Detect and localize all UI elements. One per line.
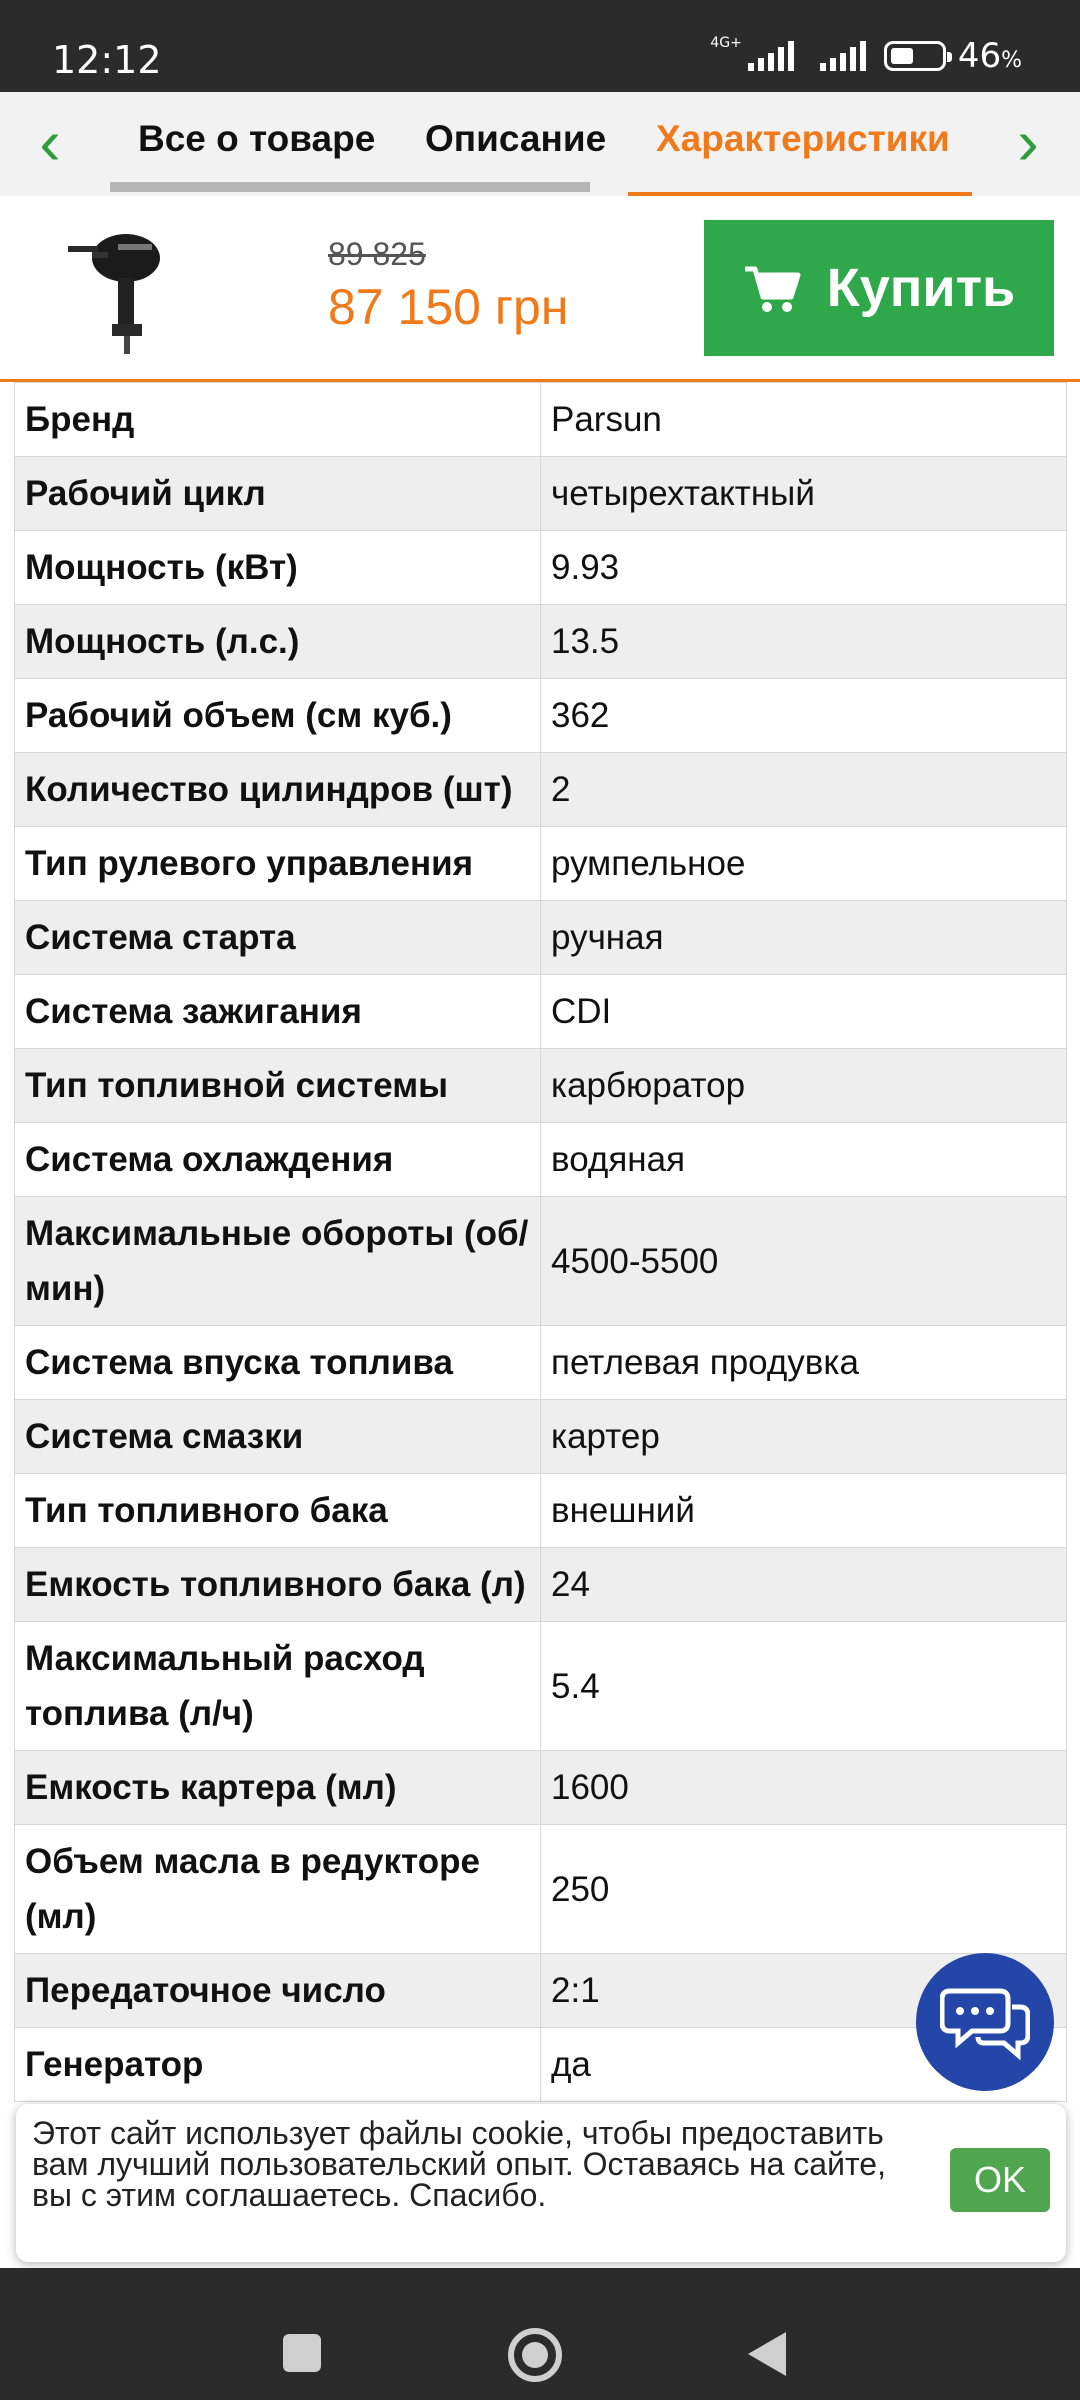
- spec-value: румпельное: [541, 827, 1067, 901]
- status-icons: [710, 36, 1022, 76]
- spec-value: 9.93: [541, 531, 1067, 605]
- spec-value: 5.4: [541, 1622, 1067, 1751]
- spec-row: [15, 457, 1067, 531]
- spec-value: 2: [541, 753, 1067, 827]
- spec-key: Бренд: [15, 383, 541, 457]
- spec-key: Мощность (л.с.): [15, 605, 541, 679]
- spec-value: карбюратор: [541, 1049, 1067, 1123]
- system-nav-bar: [0, 2268, 1080, 2400]
- spec-value: Parsun: [541, 383, 1067, 457]
- spec-key: Тип топливного бака: [15, 1474, 541, 1548]
- tab-all-about-product[interactable]: Все о товаре: [138, 118, 376, 159]
- spec-value: 1600: [541, 1751, 1067, 1825]
- spec-row: [15, 531, 1067, 605]
- spec-row: [15, 753, 1067, 827]
- battery-percent: [958, 36, 1022, 76]
- spec-value: 362: [541, 679, 1067, 753]
- current-price: 87 150 грн: [328, 279, 569, 335]
- spec-key: Система впуска топлива: [15, 1326, 541, 1400]
- spec-row: [15, 1326, 1067, 1400]
- spec-row: [15, 1123, 1067, 1197]
- spec-value: да: [541, 2028, 1067, 2102]
- tabs-scroll-indicator: [110, 182, 590, 192]
- spec-value: 13.5: [541, 605, 1067, 679]
- buy-button[interactable]: [704, 220, 1054, 356]
- spec-key: Объем масла в редукторе (мл): [15, 1825, 541, 1954]
- spec-key: Система смазки: [15, 1400, 541, 1474]
- spec-key: Тип рулевого управления: [15, 827, 541, 901]
- product-sticky-bar: [0, 196, 1080, 382]
- cookie-ok-button[interactable]: OK: [950, 2148, 1050, 2212]
- spec-key: Рабочий объем (см куб.): [15, 679, 541, 753]
- spec-value: 4500-5500: [541, 1197, 1067, 1326]
- spec-value: внешний: [541, 1474, 1067, 1548]
- tabs-bar: [0, 92, 1080, 196]
- spec-key: Максимальные обороты (об/мин): [15, 1197, 541, 1326]
- network-type: 4G+: [710, 35, 742, 51]
- spec-value: четырехтактный: [541, 457, 1067, 531]
- battery-icon: [884, 41, 946, 71]
- spec-row: [15, 1622, 1067, 1751]
- spec-key: Система зажигания: [15, 975, 541, 1049]
- spec-key: Количество цилиндров (шт): [15, 753, 541, 827]
- spec-value: 24: [541, 1548, 1067, 1622]
- chevron-left-icon[interactable]: ‹: [39, 106, 61, 178]
- old-price: 89 825: [328, 236, 426, 272]
- battery-unit: %: [1001, 48, 1022, 73]
- spec-key: Передаточное число: [15, 1954, 541, 2028]
- spec-row: [15, 1954, 1067, 2028]
- home-circle-icon[interactable]: [508, 2328, 562, 2382]
- spec-key: Система охлаждения: [15, 1123, 541, 1197]
- status-time: 12:12: [52, 38, 162, 82]
- spec-row: [15, 1197, 1067, 1326]
- spec-value: водяная: [541, 1123, 1067, 1197]
- status-bar: [0, 0, 1080, 92]
- cookie-text: Этот сайт использует файлы cookie, чтобы предоставить вам лучший пользовательский опыт. Оставаясь на сайте, вы с этим соглашаетесь. Спасибо.: [32, 2115, 886, 2213]
- spec-value: CDI: [541, 975, 1067, 1049]
- spec-row: [15, 1400, 1067, 1474]
- spec-row: [15, 901, 1067, 975]
- spec-key: Емкость картера (мл): [15, 1751, 541, 1825]
- spec-row: [15, 1474, 1067, 1548]
- buy-button-label: Купить: [826, 258, 1016, 318]
- spec-value: петлевая продувка: [541, 1326, 1067, 1400]
- square-icon[interactable]: [283, 2334, 321, 2372]
- cookie-banner: [16, 2104, 1066, 2262]
- back-triangle-icon[interactable]: [748, 2332, 786, 2376]
- spec-value: 250: [541, 1825, 1067, 1954]
- spec-row: [15, 827, 1067, 901]
- spec-key: Тип топливной системы: [15, 1049, 541, 1123]
- spec-row: [15, 1825, 1067, 1954]
- spec-value: 2:1: [541, 1954, 1067, 2028]
- spec-row: [15, 1751, 1067, 1825]
- spec-row: [15, 383, 1067, 457]
- signal-icon: [748, 41, 794, 71]
- cart-icon: [743, 263, 801, 313]
- spec-key: Мощность (кВт): [15, 531, 541, 605]
- chat-bubbles-icon: [940, 1983, 1030, 2061]
- spec-value: картер: [541, 1400, 1067, 1474]
- spec-value: ручная: [541, 901, 1067, 975]
- spec-row: [15, 975, 1067, 1049]
- specs-table: [14, 382, 1067, 2102]
- tab-characteristics[interactable]: Характеристики: [656, 118, 950, 159]
- outboard-motor-image: [48, 218, 198, 358]
- spec-key: Рабочий цикл: [15, 457, 541, 531]
- signal-icon: [820, 41, 866, 71]
- spec-row: [15, 679, 1067, 753]
- spec-key: Максимальный расход топлива (л/ч): [15, 1622, 541, 1751]
- spec-key: Система старта: [15, 901, 541, 975]
- battery-value: 46: [957, 36, 1002, 76]
- spec-row: [15, 605, 1067, 679]
- spec-row: [15, 2028, 1067, 2102]
- chat-button[interactable]: [916, 1953, 1054, 2091]
- spec-key: Емкость топливного бака (л): [15, 1548, 541, 1622]
- spec-row: [15, 1548, 1067, 1622]
- spec-row: [15, 1049, 1067, 1123]
- chevron-right-icon[interactable]: ›: [1017, 106, 1039, 178]
- tab-description[interactable]: Описание: [425, 118, 607, 159]
- spec-key: Генератор: [15, 2028, 541, 2102]
